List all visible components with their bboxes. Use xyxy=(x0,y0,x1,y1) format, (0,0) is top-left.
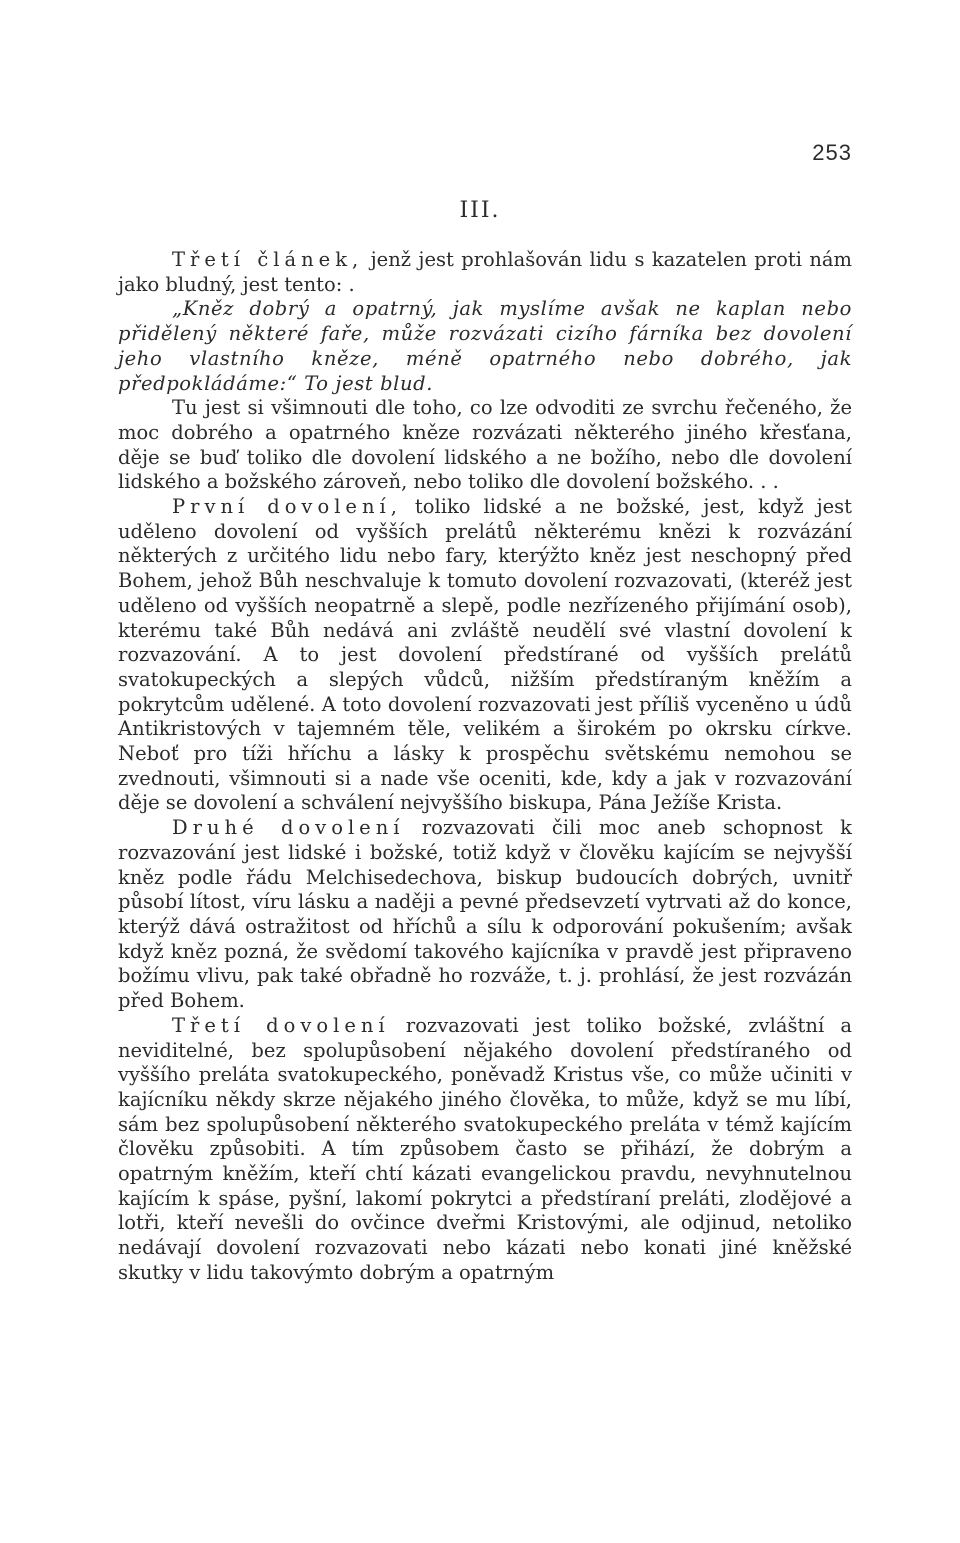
spaced-lead: První dovolení, xyxy=(172,495,402,519)
paragraph xyxy=(118,1014,852,1286)
paragraph-text: toliko lidské a ne božské, jest, když jest uděleno dovolení od vyšších prelátů některému knězi k rozvázání některých z určitého lidu nebo fary, kterýžto kněz jest neschopný před Bohem, jehož Bůh neschvaluje k tomuto dovolení rozvazovati, (kteréž jest uděleno od vyšších neopatrně a slepě, podle nezřízeného přijímání osob), kterému také Bůh nedává ani zvláště neudělí své vlastní dovolení k rozvazování. A to jest dovolení předstírané od vyšších prelátů svatokupeckých a slepých vůdců, nižším předstíraným kněžím a pokrytcům udělené. A toto dovolení rozvazovati jest příliš vyceněno u údů Antikristových v tajemném těle, velikém a širokém po okrsku církve. Neboť pro tíži hříchu a lásky k prospěchu světskému nemohou se zvednouti, všimnouti si a nade vše oceniti, kde, kdy a jak v rozvazování děje se dovolení a schválení nejvyššího biskupa, Pána Ježíše Krista. xyxy=(118,495,852,815)
spaced-lead: Třetí článek, xyxy=(172,248,364,271)
section-heading: III. xyxy=(459,198,501,223)
spaced-lead: Druhé dovolení xyxy=(172,816,405,840)
paragraph xyxy=(118,495,852,816)
paragraph-text: Tu jest si všimnouti dle toho, co lze odvoditi ze svrchu řečeného, že moc dobrého a opatrného kněze rozvázati některého jiného křesťana, děje se buď toliko dle dovolení lidského a ne božího, nebo dle dovolení lidského a božského zároveň, nebo toliko dle dovolení božského. . . xyxy=(118,396,852,494)
paragraph-text: rozvazovati čili moc aneb schopnost k rozvazování jest lidské i božské, totiž když v člověku kajícím se nejvyšší kněz podle řádu Melchisedechova, biskup budoucích dobrých, uvnitř působí lítost, víru lásku a naději a pevné předsevzetí vytrvati až do konce, kterýž dává ostražitost od hříchů a sílu k odporování pokušením; avšak když kněz pozná, že svědomí takového kajícníka v pravdě jest připraveno božímu vlivu, pak také obřadně ho rozváže, t. j. prohlásí, že jest rozvázán před Bohem. xyxy=(118,816,852,1013)
quote-paragraph xyxy=(118,297,852,396)
body-text xyxy=(118,248,852,1286)
paragraph xyxy=(118,248,852,297)
paragraph xyxy=(118,816,852,1014)
paragraph-text: rozvazovati jest toliko božské, zvláštní a neviditelné, bez spolupůsobení nějakého dovolení předstíraného od vyššího preláta svatokupeckého, poněvadž Kristus vše, co může učiniti v kajícníku někdy skrze nějakého jiného člověka, to může, když se mu líbí, sám bez spolupůsobení některého svatokupeckého preláta v témž kajícím člověku způsobiti. A tím způsobem často se přihází, že dobrým a opatrným kněžím, kteří chtí kázati evangelickou pravdu, nevyhnutelnou kajícím k spáse, pyšní, lakomí pokrytci a předstíraní preláti, zlodějové a lotři, kteří nevešli do ovčince dveřmi Kristovými, ale odjinud, netoliko nedávají dovolení rozvazovati nebo kázati nebo konati jiné kněžské skutky v lidu takovýmto dobrým a opatrným xyxy=(118,1013,852,1284)
paragraph xyxy=(118,396,852,495)
spaced-lead: Třetí dovolení xyxy=(172,1013,390,1037)
page-number: 253 xyxy=(812,140,852,165)
paragraph-text: jenž jest prohlašován lidu s kazatelen proti nám jako bludný, jest tento: . xyxy=(118,248,852,296)
paragraph-text: „Kněz dobrý a opatrný, jak myslíme avšak ne kaplan nebo přidělený některé faře, může rozvázati cizího fárníka bez dovolení jeho vlastního kněze, méně opatrného nebo dobrého, jak předpokládáme:“ To jest blud. xyxy=(118,297,852,395)
